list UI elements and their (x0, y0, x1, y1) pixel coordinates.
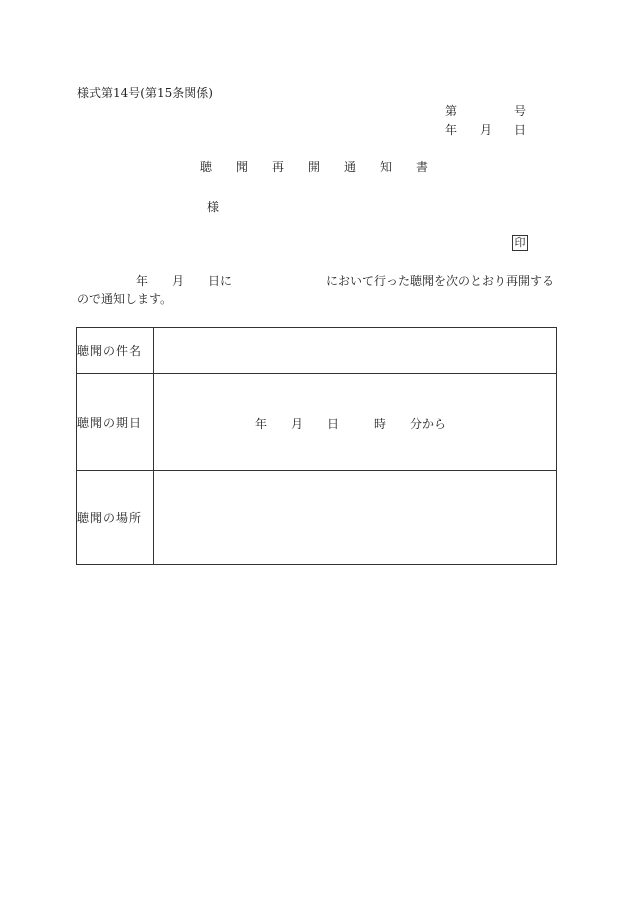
title-char: 知 (380, 160, 393, 174)
hearing-subject-value[interactable] (154, 328, 557, 374)
body-month: 月 (172, 274, 185, 288)
table-row (77, 328, 557, 374)
datetime-year: 年 (255, 417, 268, 431)
title-char: 書 (416, 160, 429, 174)
body-day: 日に (208, 274, 233, 288)
table-row (77, 471, 557, 565)
datetime-hour: 時 (374, 417, 387, 431)
hearing-datetime (154, 415, 556, 429)
title-char: 聴 (200, 160, 213, 174)
hearing-place-value[interactable] (154, 471, 557, 565)
issue-date-day: 日 (514, 123, 527, 137)
body-text-line1: において行った聴聞を次のとおり再開する (326, 274, 555, 288)
body-year: 年 (136, 274, 149, 288)
title-char: 通 (344, 160, 357, 174)
hearing-date-label: 聴聞の期日 (77, 374, 154, 471)
table-row (77, 374, 557, 471)
datetime-minute: 分から (410, 417, 447, 431)
title-char: 開 (308, 160, 321, 174)
datetime-day: 日 (327, 417, 340, 431)
form-number: 様式第14号(第15条関係) (77, 86, 213, 100)
title-char: 聞 (236, 160, 249, 174)
issue-date-year: 年 (445, 123, 458, 137)
document-number-suffix: 号 (514, 104, 527, 118)
hearing-info-table (76, 327, 557, 565)
hearing-place-label: 聴聞の場所 (77, 471, 154, 565)
hearing-date-value[interactable] (154, 374, 557, 471)
hearing-subject-label: 聴聞の件名 (77, 328, 154, 374)
seal-mark: 印 (512, 235, 528, 251)
document-number-label: 第 (445, 104, 458, 118)
datetime-month: 月 (291, 417, 304, 431)
document-title (200, 160, 452, 174)
body-text-line2: ので通知します。 (77, 292, 173, 306)
issue-date-month: 月 (480, 123, 493, 137)
addressee-suffix: 様 (207, 200, 220, 214)
title-char: 再 (272, 160, 285, 174)
